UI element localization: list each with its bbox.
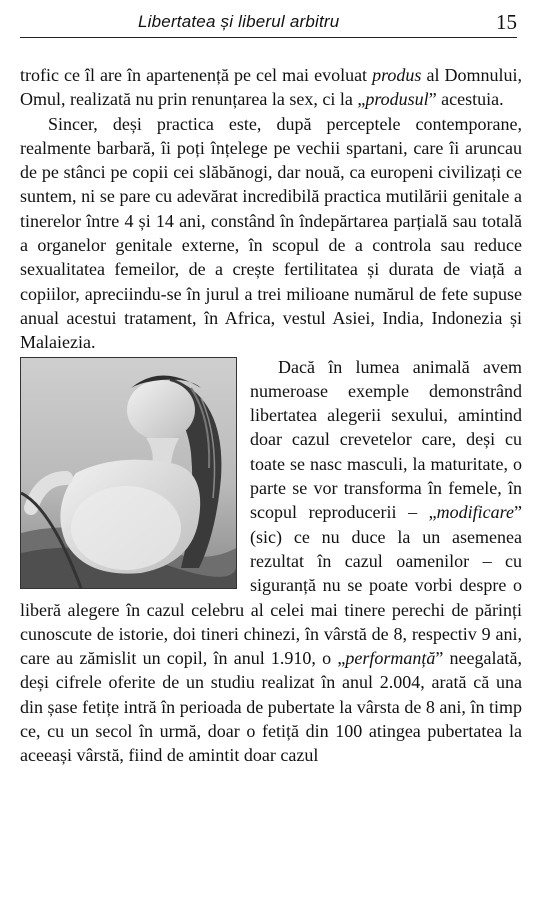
paragraph-3-italic-a: modificare: [436, 502, 514, 523]
body-text: [20, 63, 522, 768]
paragraph-3-italic-b: performanță: [345, 648, 436, 669]
paragraph-1-text-b: al Domnului, Omul, realizată nu prin renunțarea la sex, ci la „: [20, 65, 522, 110]
running-title: Libertatea și liberul arbitru: [138, 12, 340, 31]
page-number: 15: [496, 10, 517, 34]
paragraph-1-text-c: ” acestuia.: [428, 89, 504, 110]
paragraph-3-text-c: ” neegalată, deși cifrele oferite de un studiu realizat în anul 2.004, arată că una din șase fetițe intră în perioada de pubertate la vârsta de 8 ani, în timp ce, cu un secol în urmă, doar o fetiță din 100 atingea pubertatea la aceeași vârstă, fiind de amintit doar cazul: [20, 648, 522, 766]
paragraph-1: [20, 63, 522, 112]
paragraph-3-text-b: ” (sic) ce nu duce la un asemenea rezultat în cazul oamenilor – cu siguranță nu se poate vorbi despre o liberă alegere în cazul celebru al celei mai tinere perechi de părinți cunoscute de istorie, doi tineri chinezi, în vârstă de 8, respectiv 9 ani, care au zămislit un copil, în anul 1.910, o „: [20, 502, 522, 669]
paragraph-3-text-a: Dacă în lumea animală avem numeroase exemple demonstrând libertatea alegerii sexului, amintind doar cazul crevetelor care, deși cu toate se nasc masculi, la maturitate, o parte se vor transforma în femele, în scopul reproducerii – „: [250, 356, 522, 523]
paragraph-1-italic-a: produs: [372, 65, 422, 85]
page-header: [20, 10, 517, 36]
doll-photo: [20, 357, 237, 589]
paragraph-2: Sincer, deși practica este, după perceptele contemporane, realmente barbară, îi poți înțelege pe vechii spartani, care îi aruncau de pe stânci pe copii cei slăbănogi, dar nouă, ca europeni civilizați ce suntem, ni se pare cu adevărat incredibilă practica mutilării genitale a tinerelor între 4 și 14 ani, constând în îndepărtarea parțială sau totală a organelor genitale externe, în scopul de a controla sau reduce sexualitatea femeilor, de a crește fertilitatea și durata de viață a copiilor, apreciindu-se în jurul a trei milioane numărul de fete supuse anual acestui tratament, în Africa, vestul Asiei, India, Indonezia și Malaiezia.: [20, 113, 522, 353]
paragraph-1-text-a: trofic ce îl are în apartenență pe cel mai evoluat: [20, 65, 373, 85]
header-rule: [20, 37, 517, 38]
doll-photo-image: [21, 358, 236, 588]
paragraph-1-italic-b: produsul: [365, 89, 429, 110]
